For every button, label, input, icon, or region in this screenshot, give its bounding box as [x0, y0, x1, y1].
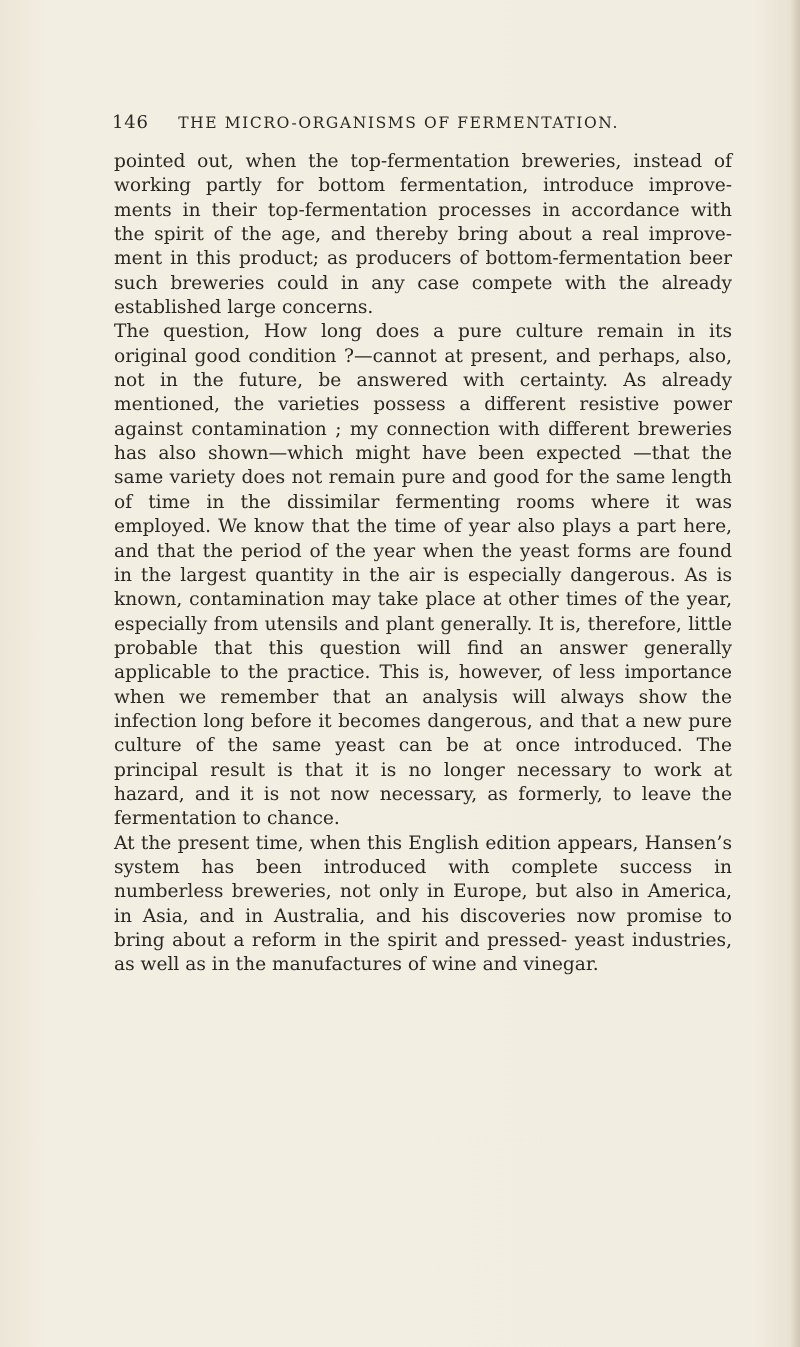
page-edge-shadow	[790, 0, 800, 1347]
body-text	[114, 150, 732, 978]
paragraph-continuation: pointed out, when the top-fermentation breweries, instead of working partly for bottom fermentation, introduce improve- ments in their top-fermentation processes in accordance with the spirit of the age, and thereby bring about a real improve- ment in this product; as producers of bottom-fermentation beer such breweries could in any case compete with the already established large concerns.	[114, 151, 732, 319]
paragraph-english-edition: At the present time, when this English edition appears, Hansen’s system has been introduced with complete success in numberless breweries, not only in Europe, but also in America, in Asia, and in Australia, and his discoveries now promise to bring about a reform in the spirit and pressed- yeast industries, as well as in the manufactures of wine and vinegar.	[114, 832, 732, 976]
page-number: 146	[112, 112, 149, 133]
running-head-title: THE MICRO-ORGANISMS OF FERMENTATION.	[178, 114, 620, 132]
paragraph-pure-culture-question: The question, How long does a pure culture remain in its original good condition ?—cannot at present, and perhaps, also, not in the future, be answered with certainty. As already mentioned, the varieties possess a different resistive power against contamination ; my connection with different breweries has also shown—which might have been expected —that the same variety does not remain pure and good for the same length of time in the dissimilar fermenting rooms where it was employed. We know that the time of year also plays a part here, and that the period of the year when the yeast forms are found in the largest quantity in the air is especially dangerous. As is known, contamination may take place at other times of the year, especially from utensils and plant generally. It is, therefore, little probable that this question will find an answer generally applicable to the practice. This is, however, of less importance when we remember that an analysis will always show the infection long before it becomes dangerous, and that a new pure culture of the same yeast can be at once introduced. The principal result is that it is no longer necessary to work at hazard, and it is not now necessary, as formerly, to leave the fermentation to chance.	[114, 321, 732, 830]
running-head	[112, 112, 732, 142]
